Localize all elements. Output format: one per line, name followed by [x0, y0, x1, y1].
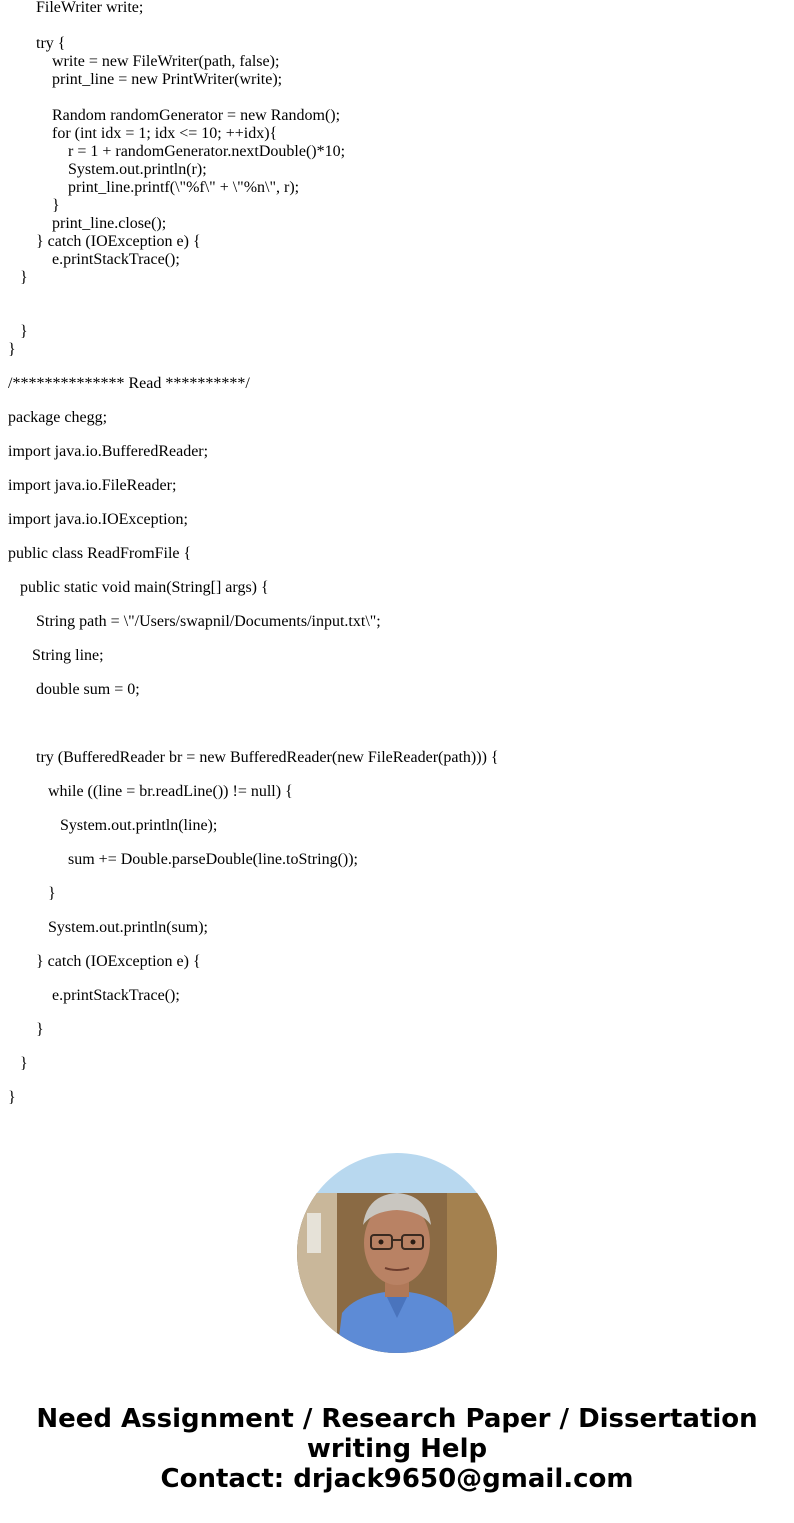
contact-banner — [0, 1404, 794, 1494]
code-line: sum += Double.parseDouble(line.toString()); — [8, 851, 358, 868]
code-line: while ((line = br.readLine()) != null) { — [8, 783, 293, 800]
code-line: } catch (IOException e) { — [8, 953, 201, 970]
code-line: } — [8, 1089, 16, 1106]
code-line: } catch (IOException e) { — [8, 233, 201, 250]
code-line: write = new FileWriter(path, false); — [8, 53, 280, 70]
banner-subheadline: writing Help — [306, 1434, 488, 1464]
banner-headline: Need Assignment / Research Paper / Dissertation — [36, 1404, 758, 1434]
code-line: } — [8, 1021, 44, 1038]
code-line: import java.io.IOException; — [8, 511, 188, 528]
author-avatar — [297, 1153, 497, 1353]
code-line: import java.io.FileReader; — [8, 477, 177, 494]
code-line: } — [8, 1055, 28, 1072]
code-line: System.out.println(line); — [8, 817, 218, 834]
code-line: } — [8, 269, 28, 286]
code-line: FileWriter write; — [8, 0, 144, 16]
code-line: } — [8, 341, 16, 358]
code-line: String path = \"/Users/swapnil/Documents/input.txt\"; — [8, 613, 381, 630]
code-line: /************** Read **********/ — [8, 375, 250, 392]
code-line: print_line = new PrintWriter(write); — [8, 71, 283, 88]
code-line: r = 1 + randomGenerator.nextDouble()*10; — [8, 143, 346, 160]
code-line: print_line.close(); — [8, 215, 167, 232]
code-line: print_line.printf(\"%f\" + \"%n\", r); — [8, 179, 300, 196]
code-line: e.printStackTrace(); — [8, 987, 180, 1004]
code-line: for (int idx = 1; idx <= 10; ++idx){ — [8, 125, 278, 142]
code-line: } — [8, 323, 28, 340]
code-line: Random randomGenerator = new Random(); — [8, 107, 341, 124]
code-line: public class ReadFromFile { — [8, 545, 192, 562]
code-line: System.out.println(sum); — [8, 919, 208, 936]
code-line: try (BufferedReader br = new BufferedReader(new FileReader(path))) { — [8, 749, 499, 766]
code-line: package chegg; — [8, 409, 108, 426]
code-line: e.printStackTrace(); — [8, 251, 180, 268]
author-photo-illustration — [297, 1153, 497, 1353]
code-line: } — [8, 885, 56, 902]
code-line: double sum = 0; — [8, 681, 140, 698]
code-line: System.out.println(r); — [8, 161, 207, 178]
code-line: public static void main(String[] args) { — [8, 579, 269, 596]
code-line: try { — [8, 35, 66, 52]
banner-contact: Contact: drjack9650@gmail.com — [160, 1464, 634, 1494]
code-line: String line; — [8, 647, 104, 664]
code-line: } — [8, 197, 60, 214]
code-line: import java.io.BufferedReader; — [8, 443, 209, 460]
